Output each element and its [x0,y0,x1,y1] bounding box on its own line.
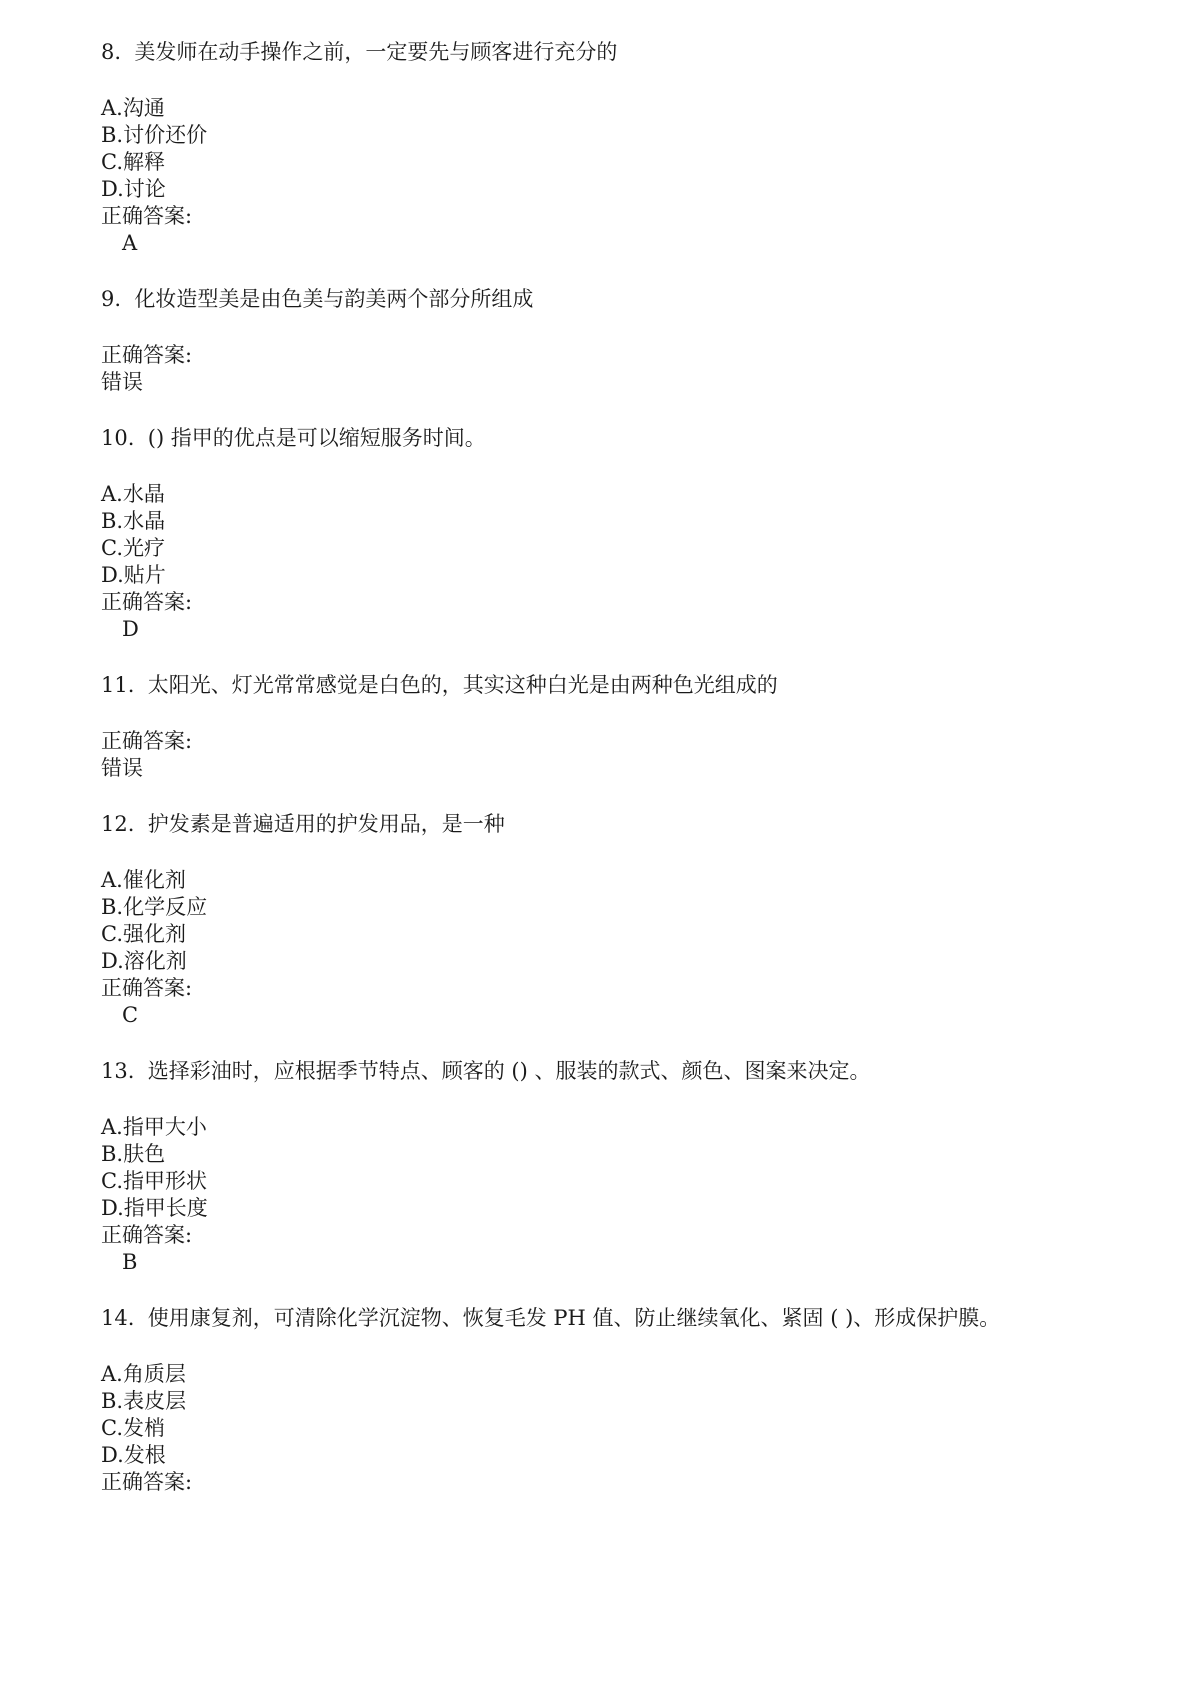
option-d: D.溶化剂 [101,949,187,973]
option-a: A.指甲大小 [101,1115,207,1139]
question-stem: 12. 护发素是普遍适用的护发用品，是一种 [101,812,505,836]
question-stem: 8. 美发师在动手操作之前，一定要先与顾客进行充分的 [101,40,618,64]
option-a: A.水晶 [101,482,165,506]
answer-value: B [122,1250,138,1274]
option-a: A.角质层 [101,1362,186,1386]
answer-label: 正确答案: [101,590,193,614]
option-c: C.发梢 [101,1416,165,1440]
question-stem: 11. 太阳光、灯光常常感觉是白色的，其实这种白光是由两种色光组成的 [101,673,778,697]
answer-value: A [122,231,138,255]
option-a: A.沟通 [101,96,165,120]
option-d: D.讨论 [101,177,166,201]
answer-value: D [122,617,139,641]
question-stem: 9. 化妆造型美是由色美与韵美两个部分所组成 [101,287,534,311]
answer-value: 错误 [101,370,143,394]
answer-value: 错误 [101,756,143,780]
option-d: D.发根 [101,1443,166,1467]
option-b: B.化学反应 [101,895,208,919]
answer-label: 正确答案: [101,343,193,367]
option-d: D.贴片 [101,563,166,587]
option-b: B.肤色 [101,1142,166,1166]
option-a: A.催化剂 [101,868,186,892]
option-b: B.讨价还价 [101,123,208,147]
answer-label: 正确答案: [101,1223,193,1247]
option-c: C.解释 [101,150,165,174]
question-stem: 13. 选择彩油时，应根据季节特点、顾客的 () 、服装的款式、颜色、图案来决定。 [101,1059,871,1083]
answer-label: 正确答案: [101,976,193,1000]
option-c: C.光疗 [101,536,165,560]
question-stem: 10. () 指甲的优点是可以缩短服务时间。 [101,426,486,450]
answer-value: C [122,1003,139,1027]
answer-label: 正确答案: [101,729,193,753]
answer-label: 正确答案: [101,1470,193,1494]
option-b: B.表皮层 [101,1389,187,1413]
question-stem: 14. 使用康复剂，可清除化学沉淀物、恢复毛发 PH 值、防止继续氧化、紧固 ( )、形成保护膜。 [101,1306,1001,1330]
answer-label: 正确答案: [101,204,193,228]
option-d: D.指甲长度 [101,1196,208,1220]
option-c: C.强化剂 [101,922,186,946]
option-b: B.水晶 [101,509,166,533]
option-c: C.指甲形状 [101,1169,207,1193]
